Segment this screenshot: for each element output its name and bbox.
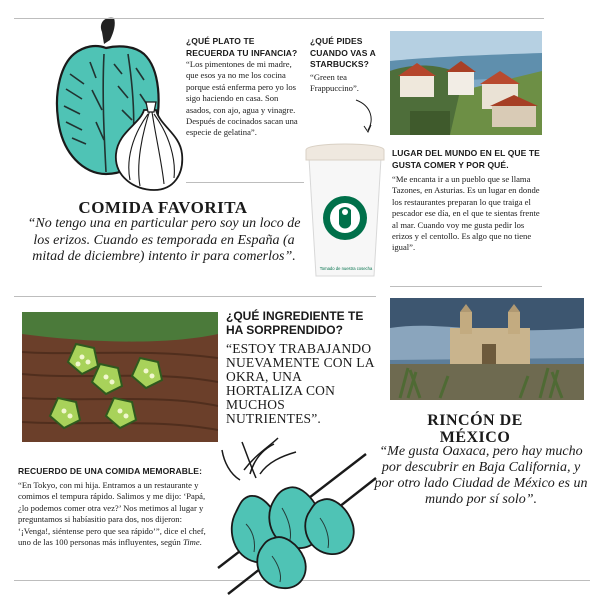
favorite-food-heading: COMIDA FAVORITA bbox=[78, 198, 248, 217]
tempura-illustration bbox=[216, 434, 382, 598]
memorable-question: RECUERDO DE UNA COMIDA MEMORABLE: bbox=[18, 466, 202, 476]
memorable-answer-text: “En Tokyo, con mi hija. Entramos a un restaurante y comimos el tempura rápido. Salimos y me dijo: ‘Papá, ¿lo podemos comer otra vez?’ Nos metimos al lugar y preguntamos si habíasitio para dos, nos dijeron: ‘¡Venga!, siéntense pero que sea rápido’”, dice el chef, uno de las 100 personas más influyentes, según bbox=[18, 480, 206, 548]
mexico-quote: “Me gusta Oaxaca, pero hay mucho por descubrir en Baja California, y por otro lado Ciudad de México es un mundo por sí solo”. bbox=[374, 444, 588, 507]
childhood-answer: “Los pimentones de mi madre, que esos ya no me los cocina porque está enferma pero yo los sigo haciendo en casa. Son asados, con ajo, agua y vinagre. Después de cocinados sacan una especie de gelatina”. bbox=[186, 59, 298, 138]
starbucks-answer: “Green tea Frappuccino”. bbox=[310, 72, 359, 94]
ingredient-answer: “ESTOY TRABAJANDO NUEVAMENTE CON LA OKRA, UNA HORTALIZA CON MUCHOS NUTRIENTES”. bbox=[226, 341, 374, 426]
ingredient-question: ¿QUÉ INGREDIENTE TE HA SORPRENDIDO? bbox=[226, 309, 364, 337]
pepper-garlic-illustration bbox=[44, 14, 184, 199]
arrow-icon bbox=[352, 98, 376, 136]
starbucks-question: ¿QUÉ PIDES CUANDO VAS A STARBUCKS? bbox=[310, 36, 376, 69]
divider bbox=[14, 18, 544, 19]
cup-caption: Tomado de nuestra cosecha bbox=[319, 266, 373, 271]
okra-photo bbox=[22, 312, 218, 442]
oaxaca-photo bbox=[390, 298, 584, 400]
place-answer: “Me encanta ir a un pueblo que se llama Tazones, en Asturias. Es un lugar en donde los restaurantes preparan lo que traiga el pescador ese día, en el que te sientas frente al mar. Cuando voy me gusta pedir los erizos y el centollo. Es algo que no tiene igual”. bbox=[392, 174, 540, 253]
mexico-heading: RINCÓN DE MÉXICO bbox=[427, 412, 523, 446]
place-question: LUGAR DEL MUNDO EN EL QUE TE GUSTA COMER Y POR QUÉ. bbox=[392, 148, 540, 170]
memorable-answer-source: Time bbox=[182, 537, 200, 548]
divider bbox=[390, 286, 542, 287]
memorable-answer-end: . bbox=[199, 537, 202, 548]
favorite-food-quote: “No tengo una en particular pero soy un loco de los erizos. Cuando es temporada en España (a mitad de diciembre) intento ir para comerlos”. bbox=[27, 216, 301, 264]
childhood-question: ¿QUÉ PLATO TE RECUERDA TU INFANCIA? bbox=[186, 36, 298, 58]
starbucks-cup bbox=[304, 136, 386, 280]
memorable-answer bbox=[18, 480, 214, 548]
tazones-photo bbox=[390, 31, 542, 135]
divider bbox=[186, 182, 304, 183]
divider bbox=[14, 296, 376, 297]
